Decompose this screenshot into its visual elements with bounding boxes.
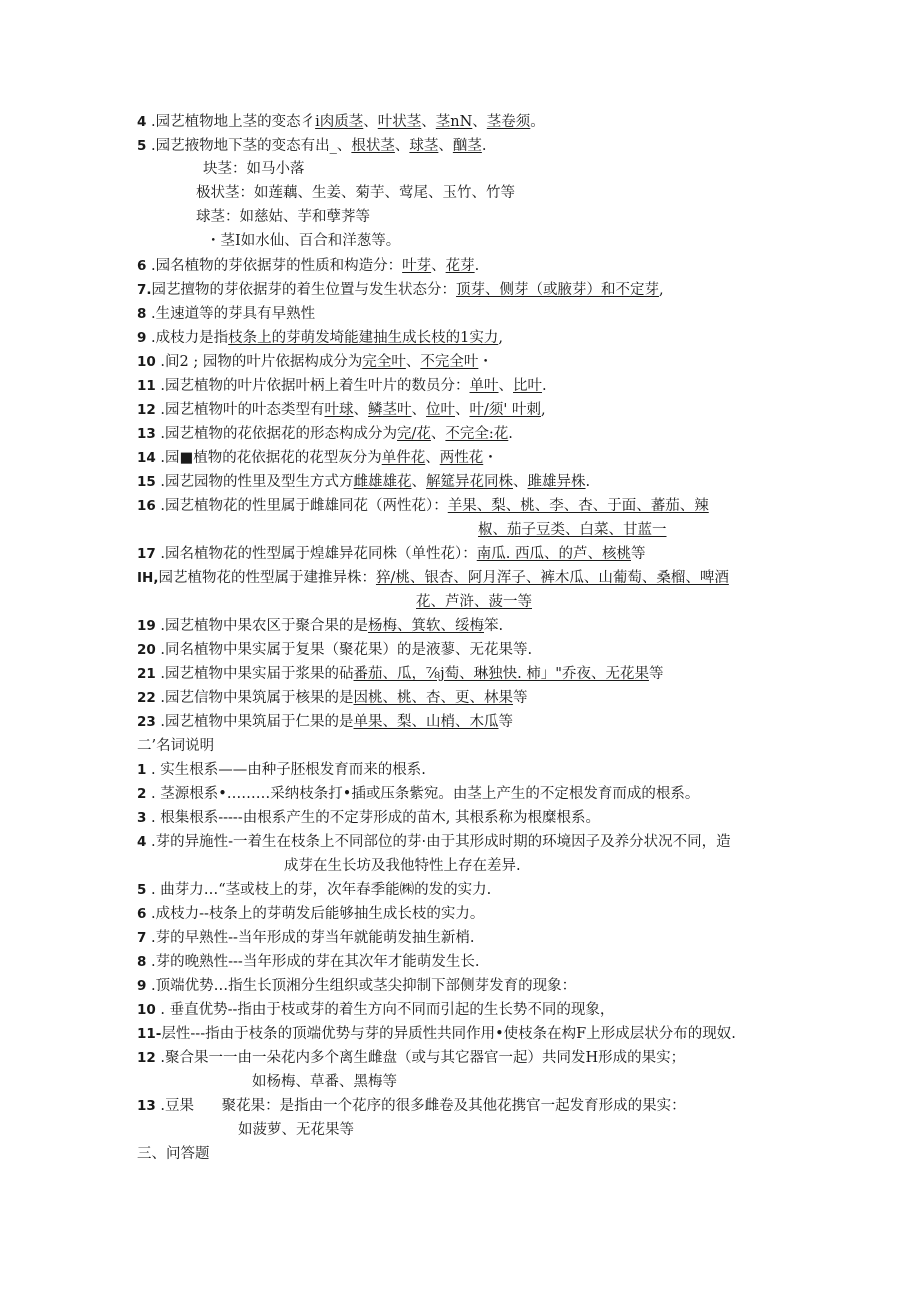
sep: 、 xyxy=(438,138,453,154)
answer: 完全叶 xyxy=(362,354,406,370)
line-text: .成枝力是指 xyxy=(151,330,229,346)
term-5 xyxy=(137,880,491,900)
item-number: 7. xyxy=(137,282,152,298)
line-text: .同名植物中果实属于复果（聚花果）的是液蓼、无花果等. xyxy=(160,642,533,658)
term-text: .成枝力--枝条上的芽萌发后能够抽生成长枝的实力。 xyxy=(151,906,485,922)
answer: 单叶 xyxy=(469,378,499,394)
item-number: 3 xyxy=(137,810,147,826)
term-text: .顶端优势…指生长顶湘分生组织或茎尖抑制下部侧芽发育的现象： xyxy=(151,978,577,994)
line-text: .园艺园物的性里及型生方式方 xyxy=(160,474,354,490)
item-number: 23 xyxy=(137,714,156,730)
term-text: 层性---指由于枝条的顶端优势与芽的异质性共同作用•使枝条在构F上形成层状分布的现奴. xyxy=(161,1026,736,1042)
term-text: . 根集根系-----由根系产生的不定芽形成的苗木, 其根系称为根糜根系。 xyxy=(151,810,600,826)
answer: 茎nN xyxy=(435,114,473,130)
sub-line-rhizome: 极状茎：如莲藕、生姜、菊芋、莺尾、玉竹、竹等 xyxy=(196,185,515,201)
term-9 xyxy=(137,976,576,996)
sep: 。 xyxy=(530,114,545,130)
term-13-cont: 如菠萝、无花果等 xyxy=(238,1122,354,1138)
term-4 xyxy=(137,832,731,852)
item-number: 17 xyxy=(137,546,156,562)
answer: 叶/须' 叶刺 xyxy=(469,402,541,418)
sep: 笨. xyxy=(484,618,504,634)
answer: 叶球 xyxy=(324,402,354,418)
answer: 番茄、瓜，⅞j萄、琳独快. 柿」"乔夜、无花果 xyxy=(353,666,649,682)
item-number: IH, xyxy=(137,570,159,586)
sep: 、 xyxy=(411,402,427,418)
term-11 xyxy=(137,1024,736,1044)
line-text: .园艺植物的花依据花的形态构成分为 xyxy=(160,426,398,442)
line-text: .园艺植物花的性里属于雌雄同花（两性花）： xyxy=(160,498,448,514)
sep: 、 xyxy=(472,114,487,130)
sep: 、 xyxy=(405,354,421,370)
fill-line-16-cont xyxy=(478,520,667,540)
fill-line-10 xyxy=(137,352,493,372)
sub-line-corm: 球茎：如慈姑、芋和孽荠等 xyxy=(196,209,370,225)
line-text: .园艺植物的叶片依据叶柄上着生叶片的数员分： xyxy=(160,378,470,394)
answer: 羊果、梨、桃、李、杏、于面、蕃茄、辣 xyxy=(447,498,709,514)
item-number: 13 xyxy=(137,426,156,442)
item-number: 4 xyxy=(137,114,147,130)
answer: 花芽 xyxy=(445,258,475,274)
fill-line-13 xyxy=(137,424,513,444)
sep: , xyxy=(659,282,664,298)
line-text: .园艺掖物地下茎的变态有出_、 xyxy=(151,138,352,154)
sep: ・ xyxy=(478,354,493,370)
line-text: .园名植物花的性型属于煌雄异花同株（单性花）： xyxy=(160,546,477,562)
sep: 、 xyxy=(363,114,378,130)
sep: 等 xyxy=(630,546,646,562)
sep: 、 xyxy=(430,426,446,442)
answer: 单件花 xyxy=(381,450,426,466)
answer: 解筵异花同株 xyxy=(426,474,514,490)
term-text: .豆果 聚花果：是指由一个花序的很多雌卷及其他花携官一起发育形成的果实： xyxy=(160,1098,686,1114)
sep: 、 xyxy=(513,474,528,490)
fill-line-14 xyxy=(137,448,498,468)
answer: 花、芦浒、菠一等 xyxy=(416,594,532,610)
term-text: . 曲芽力…“茎或枝上的芽，次年春季能㈱的发的实力. xyxy=(151,882,492,898)
sep: 、 xyxy=(353,402,369,418)
answer: 雎雄异株 xyxy=(527,474,586,490)
answer: 位叶 xyxy=(426,402,456,418)
answer: 枝条上的芽萌发埼能建抽生成长枝的1实力 xyxy=(228,330,499,346)
term-text: .芽的早熟性--当年形成的芽当年就能萌发抽生新梢. xyxy=(151,930,475,946)
term-7 xyxy=(137,928,475,948)
term-text: . 垂直优势--指由于枝或芽的着生方向不同而引起的生长势不同的现象， xyxy=(160,1002,615,1018)
section-3-title: 三、问答题 xyxy=(137,1146,210,1162)
term-12 xyxy=(137,1048,685,1068)
term-13 xyxy=(137,1096,686,1116)
sep: 等 xyxy=(513,690,528,706)
term-text: . 茎源根系•………采纳枝条打•插或压条紫宛。由茎上产生的不定根发育而成的根系。 xyxy=(151,786,700,802)
item-number: 1 xyxy=(137,762,147,778)
term-4-cont: 成芽在生长坊及我他特性上存在差异. xyxy=(284,858,521,874)
answer: 不完全叶 xyxy=(420,354,479,370)
item-number: 19 xyxy=(137,618,156,634)
line-text: 园艺擅物的芽依据芽的着生位置与发生状态分： xyxy=(151,282,457,298)
item-number: 21 xyxy=(137,666,156,682)
item-number: 12 xyxy=(137,402,156,418)
answer: 叶芽 xyxy=(402,258,432,274)
line-text: .生速道等的芽具有早熟性 xyxy=(151,306,316,322)
item-number: 9 xyxy=(137,978,147,994)
item-number: 2 xyxy=(137,786,147,802)
section-2-title: 二’名词说明 xyxy=(137,738,215,754)
sep: 等 xyxy=(648,666,664,682)
item-number: 8 xyxy=(137,954,147,970)
fill-line-8 xyxy=(137,304,315,324)
answer: 单果、梨、山梢、木瓜 xyxy=(353,714,499,730)
fill-line-18 xyxy=(137,568,729,588)
term-8 xyxy=(137,952,479,972)
item-number: 5 xyxy=(137,138,147,154)
fill-line-9 xyxy=(137,328,503,348)
line-text: .园■植物的花依据花的花型灰分为 xyxy=(160,450,382,466)
sep: 、 xyxy=(498,378,514,394)
fill-line-20 xyxy=(137,640,532,660)
sep: . xyxy=(481,138,487,154)
item-number: 11- xyxy=(137,1026,162,1042)
term-3 xyxy=(137,808,600,828)
sep: . xyxy=(542,378,547,394)
term-2 xyxy=(137,784,699,804)
answer: 鳞茎叶 xyxy=(368,402,412,418)
answer: 根状茎 xyxy=(351,138,395,154)
answer: 因桃、桃、杏、更、林果 xyxy=(353,690,514,706)
sep: , xyxy=(541,402,546,418)
sep: 、 xyxy=(425,450,440,466)
sub-line-tuber: 块茎：如马小落 xyxy=(203,161,305,177)
sub-line-bulb: ・茎I如水仙、百合和洋葱等。 xyxy=(206,233,401,249)
answer: 雌雄雄花 xyxy=(353,474,412,490)
sep: . xyxy=(474,258,480,274)
sep: 、 xyxy=(411,474,427,490)
item-number: 20 xyxy=(137,642,156,658)
answer: i肉质茎 xyxy=(315,114,364,130)
term-1 xyxy=(137,760,426,780)
fill-line-22 xyxy=(137,688,528,708)
item-number: 13 xyxy=(137,1098,156,1114)
item-number: 12 xyxy=(137,1050,156,1066)
answer: 南瓜. 西瓜、的芦、核桃 xyxy=(476,546,631,562)
item-number: 6 xyxy=(137,258,147,274)
line-text: .园名植物的芽依据芽的性质和构造分： xyxy=(151,258,403,274)
item-number: 4 xyxy=(137,834,147,850)
line-text: .园艺植物中果实届于浆果的砧 xyxy=(160,666,354,682)
term-text: . 实生根系——由种子胚根发育而来的根系. xyxy=(151,762,426,778)
sep: 、 xyxy=(431,258,446,274)
item-number: 7 xyxy=(137,930,147,946)
fill-line-18-cont xyxy=(416,592,532,612)
answer: 完/花 xyxy=(397,426,431,442)
line-text: .园艺植物中果筑届于仁果的是 xyxy=(160,714,354,730)
sep: . xyxy=(508,426,513,442)
line-text: .园艺信物中果筑属于核果的是 xyxy=(160,690,354,706)
answer: 不完全:花 xyxy=(445,426,509,442)
item-number: 5 xyxy=(137,882,147,898)
line-text: 园艺植物花的性型属于建推异株： xyxy=(158,570,376,586)
answer: 杨梅、箕软、绥梅 xyxy=(368,618,485,634)
answer: 比叶 xyxy=(513,378,543,394)
sep: . xyxy=(585,474,591,490)
item-number: 6 xyxy=(137,906,147,922)
item-number: 15 xyxy=(137,474,156,490)
term-text: .芽的晚熟性---当年形成的芽在其次年才能萌发生长. xyxy=(151,954,480,970)
fill-line-4 xyxy=(137,112,545,132)
sep: 、 xyxy=(455,402,470,418)
term-text: .芽的异施性-一着生在枝条上不同部位的芽·由于其形成时期的环境因子及养分状况不同，造 xyxy=(151,834,731,850)
answer: 茎卷须 xyxy=(486,114,531,130)
fill-line-16 xyxy=(137,496,709,516)
sep: , xyxy=(498,330,503,346)
line-text: .间2 ; 园物的叶片依据构成分为 xyxy=(160,354,363,370)
line-text: .园艺植物中果农区于聚合果的是 xyxy=(160,618,369,634)
sep: 等 xyxy=(498,714,514,730)
term-6 xyxy=(137,904,484,924)
answer: 顶芽、侧芽（或腋芽）和不定芽 xyxy=(456,282,660,298)
term-10 xyxy=(137,1000,614,1020)
fill-line-21 xyxy=(137,664,663,684)
answer: 酗茎 xyxy=(452,138,482,154)
fill-line-11 xyxy=(137,376,547,396)
answer: 球茎 xyxy=(409,138,439,154)
item-number: 10 xyxy=(137,1002,156,1018)
term-12-cont: 如杨梅、草番、黑梅等 xyxy=(252,1074,397,1090)
fill-line-5 xyxy=(137,136,486,156)
answer: 两性花 xyxy=(439,450,484,466)
fill-line-7 xyxy=(137,280,664,300)
item-number: 8 xyxy=(137,306,147,322)
item-number: 22 xyxy=(137,690,156,706)
fill-line-23 xyxy=(137,712,513,732)
fill-line-15 xyxy=(137,472,590,492)
item-number: 9 xyxy=(137,330,147,346)
fill-line-6 xyxy=(137,256,479,276)
item-number: 10 xyxy=(137,354,156,370)
answer: 椒、茄子豆类、白菜、甘蓝一 xyxy=(478,522,667,538)
sep: 、 xyxy=(394,138,410,154)
item-number: 14 xyxy=(137,450,156,466)
item-number: 16 xyxy=(137,498,156,514)
sep: 、 xyxy=(421,114,436,130)
answer: 叶状茎 xyxy=(377,114,422,130)
term-text: .聚合果一一由一朵花内多个离生雌盘（或与其它器官一起）共同发H形成的果实； xyxy=(160,1050,686,1066)
fill-line-17 xyxy=(137,544,645,564)
answer: 猝/桃、银杏、阿月浑子、裤木瓜、山葡萄、桑榴、啤酒 xyxy=(375,570,729,586)
line-text: .园艺植物地上茎的变态彳 xyxy=(151,114,316,130)
sep: ・ xyxy=(483,450,498,466)
fill-line-19 xyxy=(137,616,503,636)
fill-line-12 xyxy=(137,400,546,420)
item-number: 11 xyxy=(137,378,156,394)
line-text: .园艺植物叶的叶态类型有 xyxy=(160,402,325,418)
